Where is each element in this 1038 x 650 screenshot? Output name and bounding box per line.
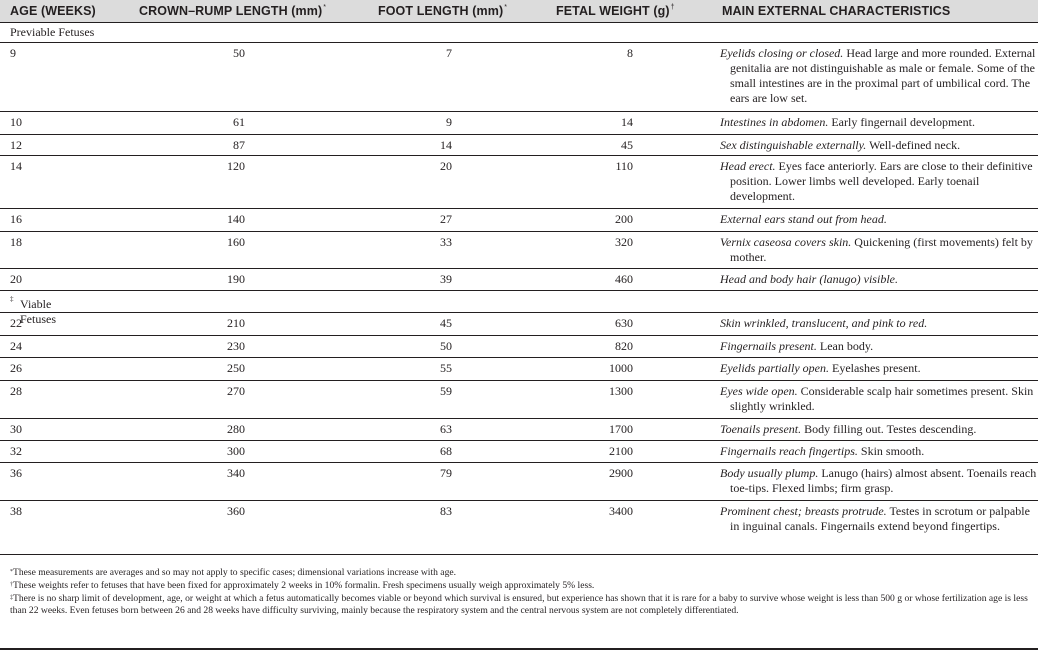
cell-characteristics: External ears stand out from head. — [720, 212, 887, 226]
cell-crown-rump-length: 140 — [227, 212, 245, 226]
table-row — [0, 269, 1038, 291]
cell-age: 22 — [10, 316, 22, 330]
cell-age: 28 — [10, 384, 22, 398]
cell-crown-rump-length: 210 — [227, 316, 245, 330]
table-row — [0, 441, 1038, 463]
cell-characteristics: Sex distinguishable externally. Well-defined neck. — [720, 138, 961, 152]
cell-foot-length: 39 — [440, 272, 452, 286]
cell-crown-rump-length: 250 — [227, 361, 245, 375]
cell-characteristics: Fingernails reach fingertips. Skin smooth. — [720, 444, 925, 458]
table-row — [0, 336, 1038, 358]
cell-age: 9 — [10, 46, 16, 60]
cell-crown-rump-length: 300 — [227, 444, 245, 458]
cell-foot-length: 7 — [446, 46, 452, 60]
cell-fetal-weight: 110 — [615, 159, 633, 173]
cell-foot-length: 59 — [440, 384, 452, 398]
cell-age: 36 — [10, 466, 22, 480]
cell-characteristics: Eyes wide open. Considerable scalp hair sometimes present. Skin slightly wrinkled. — [720, 384, 1034, 413]
cell-foot-length: 27 — [440, 212, 452, 226]
cell-age: 26 — [10, 361, 22, 375]
table-row — [0, 135, 1038, 156]
cell-fetal-weight: 1300 — [609, 384, 633, 398]
cell-characteristics: Head and body hair (lanugo) visible. — [720, 272, 898, 286]
cell-fetal-weight: 8 — [627, 46, 633, 60]
cell-fetal-weight: 45 — [621, 138, 633, 152]
cell-fetal-weight: 630 — [615, 316, 633, 330]
table-row — [0, 209, 1038, 232]
header-crown-rump-length: CROWN–RUMP LENGTH (mm)* — [139, 4, 327, 18]
cell-age: 20 — [10, 272, 22, 286]
table-row — [0, 43, 1038, 112]
cell-age: 14 — [10, 159, 22, 173]
cell-fetal-weight: 820 — [615, 339, 633, 353]
cell-fetal-weight: 460 — [615, 272, 633, 286]
cell-foot-length: 14 — [440, 138, 452, 152]
section-viable: Viable Fetuses ‡ — [0, 291, 1038, 313]
cell-fetal-weight: 2100 — [609, 444, 633, 458]
cell-characteristics: Body usually plump. Lanugo (hairs) almost absent. Toenails reach toe-tips. Flexed limbs; firm grasp. — [720, 466, 1037, 495]
cell-characteristics: Eyelids partially open. Eyelashes present. — [720, 361, 921, 375]
cell-fetal-weight: 14 — [621, 115, 633, 129]
cell-crown-rump-length: 87 — [233, 138, 245, 152]
cell-characteristics: Fingernails present. Lean body. — [720, 339, 874, 353]
table-body — [0, 22, 1038, 555]
cell-crown-rump-length: 340 — [227, 466, 245, 480]
cell-crown-rump-length: 61 — [233, 115, 245, 129]
cell-crown-rump-length: 270 — [227, 384, 245, 398]
cell-age: 30 — [10, 422, 22, 436]
header-main-characteristics: MAIN EXTERNAL CHARACTERISTICS — [722, 4, 951, 18]
section-previable: Previable Fetuses — [0, 22, 1038, 43]
table-row — [0, 381, 1038, 419]
cell-foot-length: 33 — [440, 235, 452, 249]
table-row — [0, 112, 1038, 135]
cell-foot-length: 55 — [440, 361, 452, 375]
footnote-mark: † — [670, 4, 675, 11]
cell-foot-length: 79 — [440, 466, 452, 480]
cell-crown-rump-length: 360 — [227, 504, 245, 518]
footnote-mark: * — [504, 4, 508, 11]
cell-age: 24 — [10, 339, 22, 353]
cell-characteristics: Eyelids closing or closed. Head large and more rounded. External genitalia are not distinguishable as male or female. Some of the small intestines are in the proximal part of umbilical cord. The ears are low set. — [720, 46, 1036, 105]
cell-foot-length: 45 — [440, 316, 452, 330]
header-age: AGE (WEEKS) — [10, 4, 96, 18]
cell-fetal-weight: 2900 — [609, 466, 633, 480]
cell-crown-rump-length: 160 — [227, 235, 245, 249]
header-fetal-weight: FETAL WEIGHT (g)† — [556, 4, 675, 18]
cell-fetal-weight: 320 — [615, 235, 633, 249]
footnote-3: ‡There is no sharp limit of development, age, or weight at which a fetus automatically becomes viable or beyond which survival is ensured, but experience has shown that it is rare for a baby to survive whose weight is less than 500 g or whose fertilization age is less than 22 weeks. Even fetuses born between 26 and 28 weeks have difficulty surviving, mainly because the respiratory system and the central nervous system are not completely differentiated. — [10, 592, 1028, 617]
footnote-2: †These weights refer to fetuses that have been fixed for approximately 2 weeks in 10% formalin. Fresh specimens usually weigh approximately 5% less. — [10, 579, 595, 591]
cell-crown-rump-length: 230 — [227, 339, 245, 353]
cell-foot-length: 9 — [446, 115, 452, 129]
table-row — [0, 156, 1038, 209]
cell-foot-length: 68 — [440, 444, 452, 458]
table-row — [0, 419, 1038, 441]
cell-foot-length: 83 — [440, 504, 452, 518]
cell-fetal-weight: 1000 — [609, 361, 633, 375]
cell-fetal-weight: 3400 — [609, 504, 633, 518]
cell-crown-rump-length: 50 — [233, 46, 245, 60]
cell-foot-length: 20 — [440, 159, 452, 173]
cell-age: 38 — [10, 504, 22, 518]
table-row — [0, 358, 1038, 381]
header-foot-length: FOOT LENGTH (mm)* — [378, 4, 508, 18]
cell-characteristics: Prominent chest; breasts protrude. Testes in scrotum or palpable in inguinal canals. Fingernails extend beyond fingertips. — [720, 504, 1030, 533]
cell-crown-rump-length: 120 — [227, 159, 245, 173]
cell-crown-rump-length: 190 — [227, 272, 245, 286]
cell-age: 12 — [10, 138, 22, 152]
footnotes — [0, 567, 1038, 618]
footnote-mark: * — [323, 4, 327, 11]
cell-age: 18 — [10, 235, 22, 249]
cell-characteristics: Vernix caseosa covers skin. Quickening (first movements) felt by mother. — [720, 235, 1033, 264]
cell-crown-rump-length: 280 — [227, 422, 245, 436]
cell-characteristics: Skin wrinkled, translucent, and pink to red. — [720, 316, 928, 330]
table-row — [0, 501, 1038, 555]
cell-age: 10 — [10, 115, 22, 129]
cell-characteristics: Intestines in abdomen. Early fingernail development. — [720, 115, 975, 129]
cell-fetal-weight: 1700 — [609, 422, 633, 436]
table-row — [0, 232, 1038, 269]
cell-foot-length: 50 — [440, 339, 452, 353]
footnote-mark: ‡ — [10, 295, 14, 303]
cell-characteristics: Toenails present. Body filling out. Testes descending. — [720, 422, 977, 436]
cell-age: 16 — [10, 212, 22, 226]
table-header — [0, 0, 1038, 23]
table-row — [0, 463, 1038, 501]
footnote-1: *These measurements are averages and so may not apply to specific cases; dimensional variations increase with age. — [10, 567, 457, 578]
cell-foot-length: 63 — [440, 422, 452, 436]
cell-characteristics: Head erect. Eyes face anteriorly. Ears are close to their definitive position. Lower limbs well developed. Early toenail development. — [720, 159, 1033, 203]
table-row — [0, 313, 1038, 336]
cell-fetal-weight: 200 — [615, 212, 633, 226]
cell-age: 32 — [10, 444, 22, 458]
